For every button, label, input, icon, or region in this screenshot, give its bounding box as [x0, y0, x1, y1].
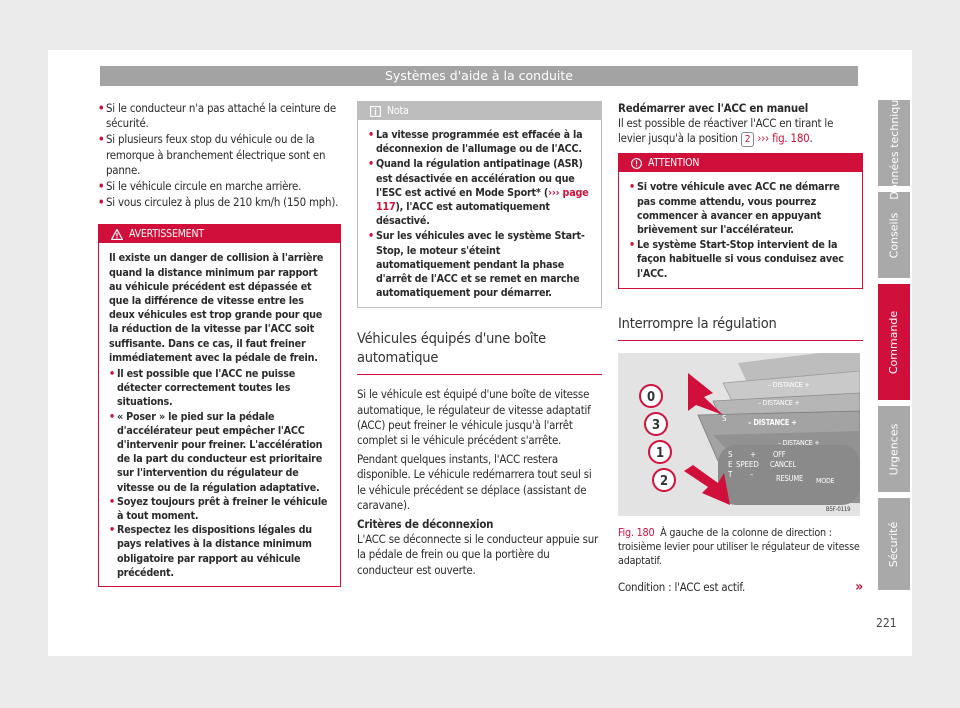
- lever-label: – DISTANCE +: [748, 417, 797, 427]
- note-header: Nota: [358, 102, 601, 120]
- position-badge: 2: [741, 132, 755, 147]
- column-2: [357, 101, 602, 578]
- attention-box: [618, 153, 863, 288]
- svg-text:RESUME: RESUME: [776, 473, 804, 483]
- svg-text:+: +: [750, 449, 756, 459]
- svg-text:S: S: [722, 413, 727, 423]
- figure-caption: Fig. 180 À gauche de la colonne de direction : troisième levier pour utiliser le régulateur de vitesse adaptatif.: [618, 525, 860, 567]
- svg-text:0: 0: [647, 389, 655, 405]
- svg-text:T: T: [728, 469, 733, 479]
- attention-header: ATTENTION: [619, 154, 862, 172]
- lever-label: – DISTANCE +: [758, 398, 800, 407]
- list-item: • Si plusieurs feux stop du véhicule ou de la remorque à branchement électrique sont en panne.: [98, 132, 326, 177]
- column-3: [618, 101, 863, 595]
- note-box: [357, 101, 602, 308]
- svg-text:1: 1: [656, 445, 664, 461]
- warning-item: • Soyez toujours prêt à freiner le véhicule à tout moment.: [109, 494, 328, 523]
- warning-body: Il existe un danger de collision à l'arrière quand la distance minimum par rapport au véhicule précédent est dépassée et que la différence de vitesse entre les deux véhicules est trop grande pour que la réduction de la vitesse par l'ACC soit suffisante. Dans ce cas, il faut freiner immédiatement avec la pédale de frein. • Il est possible que l'ACC ne puisse détecter correctement toutes les situations. • « Poser » le pied sur la pédale d'accélérateur peut empêcher l'ACC d'intervenir pour freiner. L'accélération de la part du conducteur est prioritaire sur l'intervention du régulateur de vitesse ou de la régulation adaptative. • Soyez toujours prêt à freiner le véhicule à tout moment. • Respectez les dispositions légales du pays relatives à la distance minimum obligatoire par rapport au véhicule précédent.: [99, 243, 340, 586]
- note-icon: [370, 106, 381, 117]
- page-link[interactable]: ››› page 117: [376, 185, 589, 214]
- warning-box: [98, 224, 341, 587]
- note-body: [358, 120, 601, 307]
- condition-text: Condition : l'ACC est actif. »: [618, 578, 863, 595]
- svg-text:OFF: OFF: [773, 449, 786, 459]
- subheading: Critères de déconnexion: [357, 517, 494, 532]
- subheading: Redémarrer avec l'ACC en manuel: [618, 101, 809, 115]
- tab-conseils[interactable]: Conseils: [878, 192, 910, 278]
- svg-text:MODE: MODE: [816, 476, 835, 485]
- continue-marker: »: [855, 578, 863, 595]
- svg-text:3: 3: [652, 417, 660, 433]
- warning-item: • Respectez les dispositions légales du pays relatives à la distance minimum obligatoire par rapport au véhicule précédent.: [109, 523, 312, 579]
- warning-triangle-icon: [111, 229, 123, 240]
- tab-commande[interactable]: Commande: [878, 284, 910, 400]
- list-item: • Si vous circulez à plus de 210 km/h (150 mph).: [98, 195, 339, 210]
- section-title: Véhicules équipés d'une boîte automatique: [357, 330, 602, 375]
- column-1: [98, 101, 341, 587]
- note-item: • Quand la régulation antipatinage (ASR) est désactivée en accélération ou que l'ESC est activé en Mode Sport* (››› page 117), l'ACC est automatiquement désactivé.: [368, 157, 589, 228]
- warning-item: • Il est possible que l'ACC ne puisse détecter correctement toutes les situations.: [109, 367, 296, 409]
- attention-item: • Si votre véhicule avec ACC ne démarre pas comme attendu, vous pourrez commencer à avancer en appuyant brièvement sur l'accélérateur.: [629, 180, 840, 237]
- section-title: Interrompre la régulation: [618, 315, 863, 341]
- svg-text:E: E: [728, 459, 733, 469]
- acc-lever-illustration: [618, 353, 860, 516]
- figure-link[interactable]: ››› fig. 180: [757, 131, 810, 146]
- attention-item: • Le système Start-Stop intervient de la façon habituelle si vous conduisez avec l'ACC.: [629, 238, 844, 280]
- attention-body: [619, 172, 862, 287]
- svg-text:–: –: [750, 469, 754, 479]
- warning-header: AVERTISSEMENT: [99, 225, 340, 243]
- svg-text:CANCEL: CANCEL: [770, 459, 796, 469]
- tab-donnees-techniques[interactable]: Données techniques: [878, 100, 910, 186]
- paragraph: L'ACC se déconnecte si le conducteur appuie sur la pédale de frein ou que la portière du conducteur est ouverte.: [357, 532, 599, 577]
- note-item: • La vitesse programmée est effacée à la déconnexion de l'allumage ou de l'ACC.: [368, 128, 583, 156]
- warning-item: • « Poser » le pied sur la pédale d'accélérateur peut empêcher l'ACC d'intervenir pour freiner. L'accélération de la part du conducteur est prioritaire sur l'intervention du régulateur de vitesse ou de la régulation adaptative.: [109, 409, 323, 494]
- paragraph: Si le véhicule est équipé d'une boîte de vitesse automatique, le régulateur de vitesse adaptatif (ACC) peut freiner le véhicule jusqu'à l'arrêt complet si le véhicule précédent s'arrête.: [357, 387, 591, 448]
- figure-code: B5F-0119: [826, 505, 851, 513]
- figure-180: [618, 353, 860, 516]
- page-number: 221: [876, 616, 897, 630]
- page-header: Systèmes d'aide à la conduite: [100, 66, 858, 86]
- list-item: • Si le conducteur n'a pas attaché la ceinture de sécurité.: [98, 101, 336, 131]
- tab-urgences[interactable]: Urgences: [878, 406, 910, 492]
- lever-label: – DISTANCE +: [778, 438, 820, 447]
- paragraph: Pendant quelques instants, l'ACC restera disponible. Le véhicule redémarrera tout seul si le véhicule précédent se déplace (assistant de caravane).: [357, 452, 592, 512]
- side-tabs: [878, 86, 912, 596]
- svg-text:S: S: [728, 449, 733, 459]
- attention-icon: [631, 158, 642, 169]
- paragraph: Il est possible de réactiver l'ACC en tirant le levier jusqu'à la position 2 ››› fig. 180.: [618, 116, 834, 146]
- tab-securite[interactable]: Sécurité: [878, 498, 910, 590]
- note-item: • Sur les véhicules avec le système Start-Stop, le moteur s'éteint automatiquement pendant la phase d'arrêt de l'ACC et se remet en marche automatiquement pour démarrer.: [368, 229, 585, 300]
- lever-label: – DISTANCE +: [768, 380, 810, 389]
- svg-text:2: 2: [660, 473, 668, 489]
- list-item: • Si le véhicule circule en marche arrière.: [98, 179, 302, 194]
- svg-text:SPEED: SPEED: [736, 459, 759, 469]
